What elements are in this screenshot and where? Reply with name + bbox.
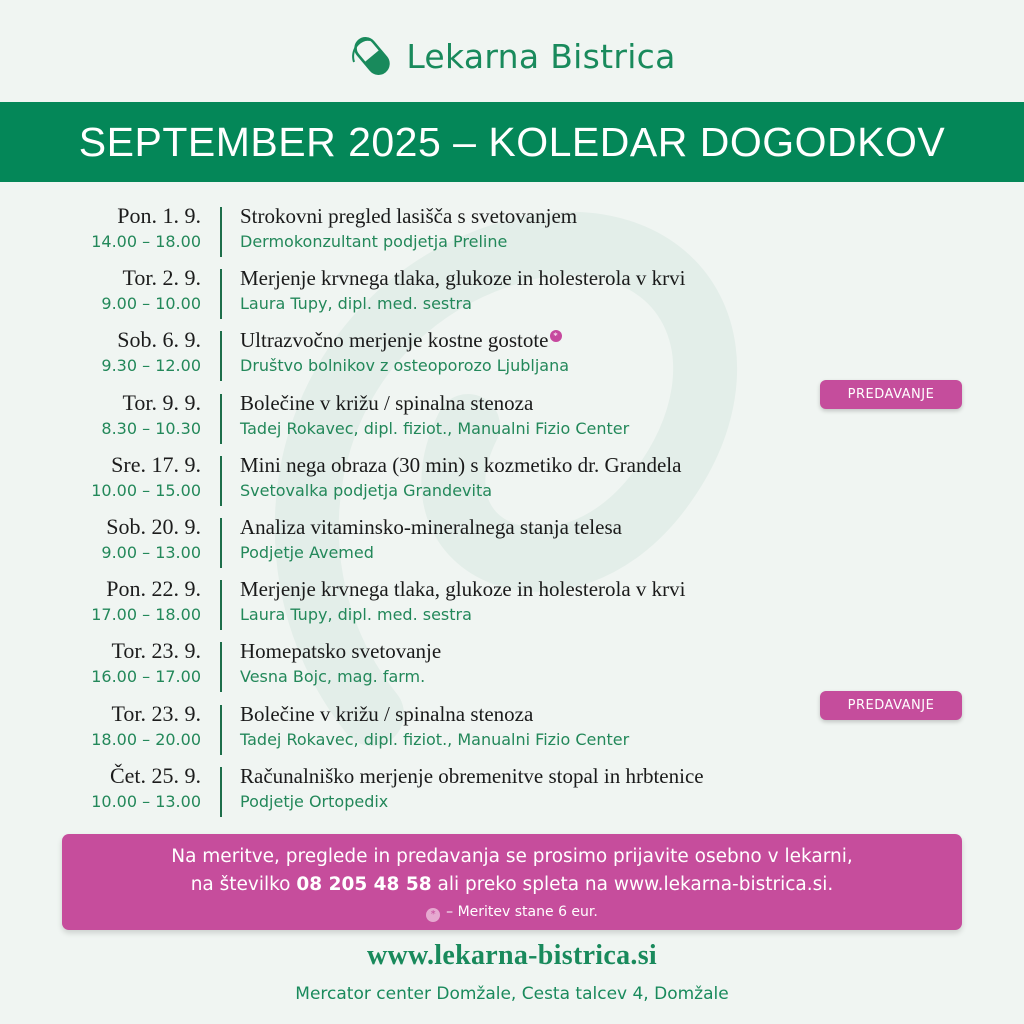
event-time: 9.30 – 12.00 [101, 356, 201, 376]
event-title: Ultrazvočno merjenje kostne gostote [240, 328, 549, 353]
event-time: 14.00 – 18.00 [91, 232, 201, 251]
brand-logo [0, 26, 1024, 86]
event-time: 8.30 – 10.30 [101, 418, 201, 438]
event-row [0, 265, 1024, 327]
price-note [62, 904, 962, 922]
event-host: Podjetje Ortopedix [240, 791, 389, 811]
event-row [0, 203, 1024, 265]
event-host: Laura Tupy, dipl. med. sestra [240, 294, 472, 314]
phone-number[interactable]: 08 205 48 58 [296, 874, 432, 895]
event-row [0, 576, 1024, 638]
lecture-badge: PREDAVANJE [820, 380, 962, 409]
divider [220, 331, 222, 381]
event-time: 9.00 – 10.00 [101, 294, 201, 314]
event-title: Bolečine v križu / spinalna stenoza [240, 390, 534, 415]
page-title: SEPTEMBER 2025 – KOLEDAR DOGODKOV [78, 118, 946, 165]
event-title: Merjenje krvnega tlaka, glukoze in holesterola v krvi [240, 577, 686, 602]
event-title: Mini nega obraza (30 min) s kozmetiko dr. Grandela [240, 452, 682, 477]
header-banner [0, 102, 1024, 182]
event-row [0, 697, 1024, 763]
event-time: 10.00 – 15.00 [91, 480, 201, 500]
event-date: Pon. 22. 9. [106, 576, 201, 602]
contact-suffix: ali preko spleta na www.lekarna-bistrica.si. [437, 874, 834, 895]
event-host: Dermokonzultant podjetja Preline [240, 232, 508, 251]
capsule-leaf-icon [348, 32, 396, 80]
event-host: Laura Tupy, dipl. med. sestra [240, 605, 472, 625]
event-host: Podjetje Avemed [240, 542, 374, 562]
registration-info-box [62, 834, 962, 930]
event-list [0, 203, 1024, 825]
brand-name: Lekarna Bistrica [406, 36, 676, 76]
event-date: Pon. 1. 9. [117, 203, 201, 228]
event-host: Vesna Bojc, mag. farm. [240, 667, 426, 687]
event-date: Tor. 9. 9. [122, 389, 201, 415]
event-host: Tadej Rokavec, dipl. fiziot., Manualni Fizio Center [240, 729, 630, 749]
event-date: Sob. 20. 9. [106, 513, 201, 539]
divider [220, 269, 222, 319]
event-time: 16.00 – 17.00 [91, 667, 201, 687]
price-note-text: – Meritev stane 6 eur. [446, 904, 598, 920]
divider [220, 767, 222, 817]
event-title-wrap [240, 328, 562, 353]
event-date: Tor. 2. 9. [122, 265, 201, 291]
event-date: Sob. 6. 9. [117, 327, 201, 353]
divider [220, 642, 222, 692]
divider [220, 580, 222, 630]
store-address: Mercator center Domžale, Cesta talcev 4, Domžale [295, 984, 729, 1004]
event-date: Sre. 17. 9. [111, 451, 201, 477]
event-row [0, 763, 1024, 825]
event-time: 10.00 – 13.00 [91, 791, 201, 811]
event-host: Svetovalka podjetja Grandevita [240, 480, 493, 500]
event-title: Računalniško merjenje obremenitve stopal in hrbtenice [240, 763, 704, 788]
event-time: 9.00 – 13.00 [101, 542, 201, 562]
event-date: Tor. 23. 9. [111, 700, 201, 726]
website-link[interactable]: www.lekarna-bistrica.si [366, 940, 657, 971]
divider [220, 705, 222, 755]
divider [220, 394, 222, 444]
event-host: Tadej Rokavec, dipl. fiziot., Manualni Fizio Center [240, 418, 630, 438]
registration-text: Na meritve, preglede in predavanja se prosimo prijavite osebno v lekarni, [171, 846, 853, 867]
contact-prefix: na številko [190, 874, 291, 895]
lecture-badge: PREDAVANJE [820, 691, 962, 720]
asterisk-icon: * [426, 908, 440, 922]
event-time: 18.00 – 20.00 [91, 729, 201, 749]
asterisk-icon: * [550, 330, 562, 342]
event-time: 17.00 – 18.00 [91, 605, 201, 625]
event-title: Merjenje krvnega tlaka, glukoze in holesterola v krvi [240, 266, 686, 291]
divider [220, 207, 222, 257]
event-title: Bolečine v križu / spinalna stenoza [240, 701, 534, 726]
event-row [0, 452, 1024, 514]
event-date: Tor. 23. 9. [111, 638, 201, 664]
event-row [0, 514, 1024, 576]
event-date: Čet. 25. 9. [109, 762, 201, 788]
event-title: Analiza vitaminsko-mineralnega stanja telesa [240, 514, 622, 539]
divider [220, 518, 222, 568]
divider [220, 456, 222, 506]
event-title: Homepatsko svetovanje [240, 639, 442, 664]
event-title: Strokovni pregled lasišča s svetovanjem [240, 204, 578, 228]
event-row [0, 386, 1024, 452]
event-host: Društvo bolnikov z osteoporozo Ljubljana [240, 356, 570, 376]
registration-contact [62, 874, 962, 895]
